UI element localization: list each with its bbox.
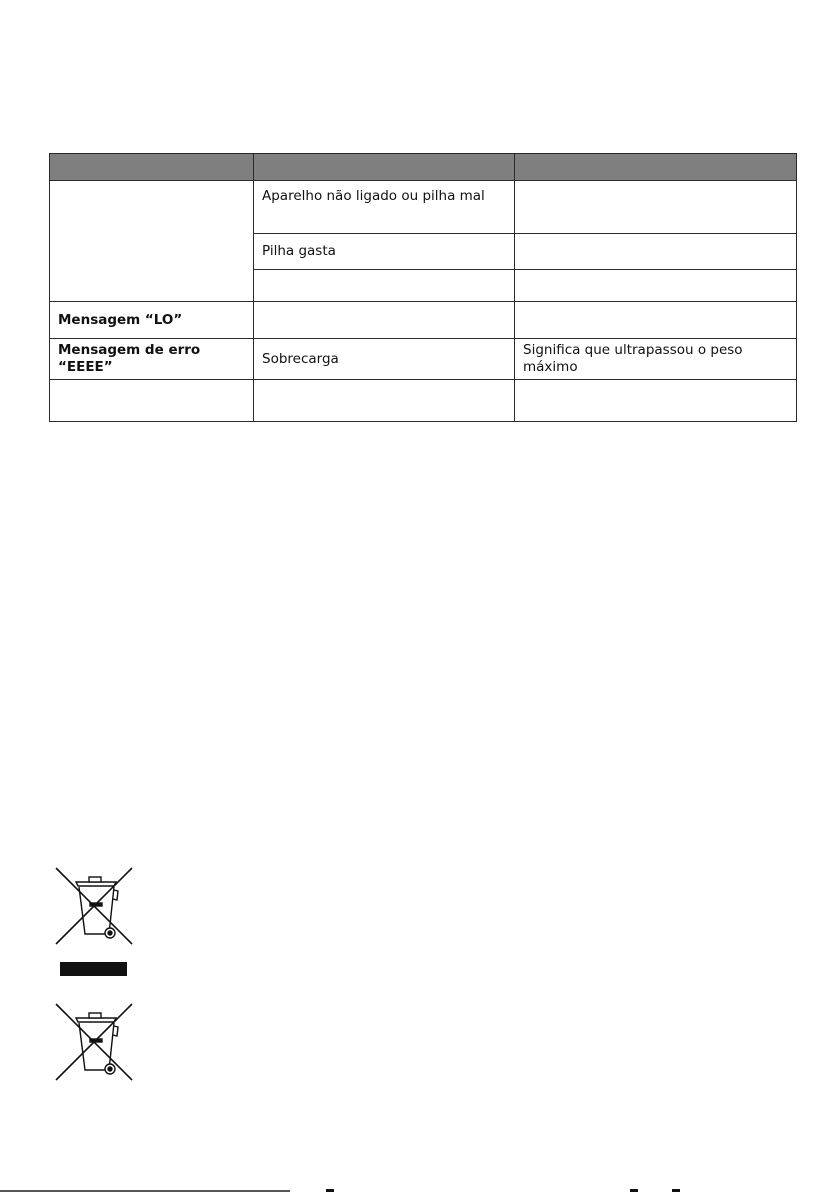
table-row — [50, 380, 797, 422]
cause-cell: Sobrecarga — [254, 339, 515, 380]
table-row — [50, 339, 797, 380]
header-cause — [254, 154, 515, 181]
solution-cell — [515, 234, 797, 270]
solution-cell — [515, 380, 797, 422]
cause-cell — [254, 270, 515, 302]
weee-underline-bar — [60, 962, 127, 976]
crossed-out-wheelie-bin-icon — [52, 1000, 136, 1084]
problem-cell — [50, 181, 254, 302]
table-row — [50, 181, 797, 234]
crossed-out-wheelie-bin-icon — [52, 864, 136, 948]
table-row — [50, 302, 797, 339]
solution-cell — [515, 302, 797, 339]
problem-cell: Mensagem “LO” — [50, 302, 254, 339]
solution-cell: Significa que ultrapassou o peso máximo — [515, 339, 797, 380]
header-problem — [50, 154, 254, 181]
problem-cell — [50, 380, 254, 422]
cause-cell — [254, 380, 515, 422]
cause-cell: Aparelho não ligado ou pilha mal — [254, 181, 515, 234]
cause-cell: Pilha gasta — [254, 234, 515, 270]
problem-cell: Mensagem de erro “EEEE” — [50, 339, 254, 380]
solution-cell — [515, 181, 797, 234]
troubleshooting-table — [49, 153, 797, 422]
solution-cell — [515, 270, 797, 302]
cause-cell — [254, 302, 515, 339]
table-header-row — [50, 154, 797, 181]
header-solution — [515, 154, 797, 181]
